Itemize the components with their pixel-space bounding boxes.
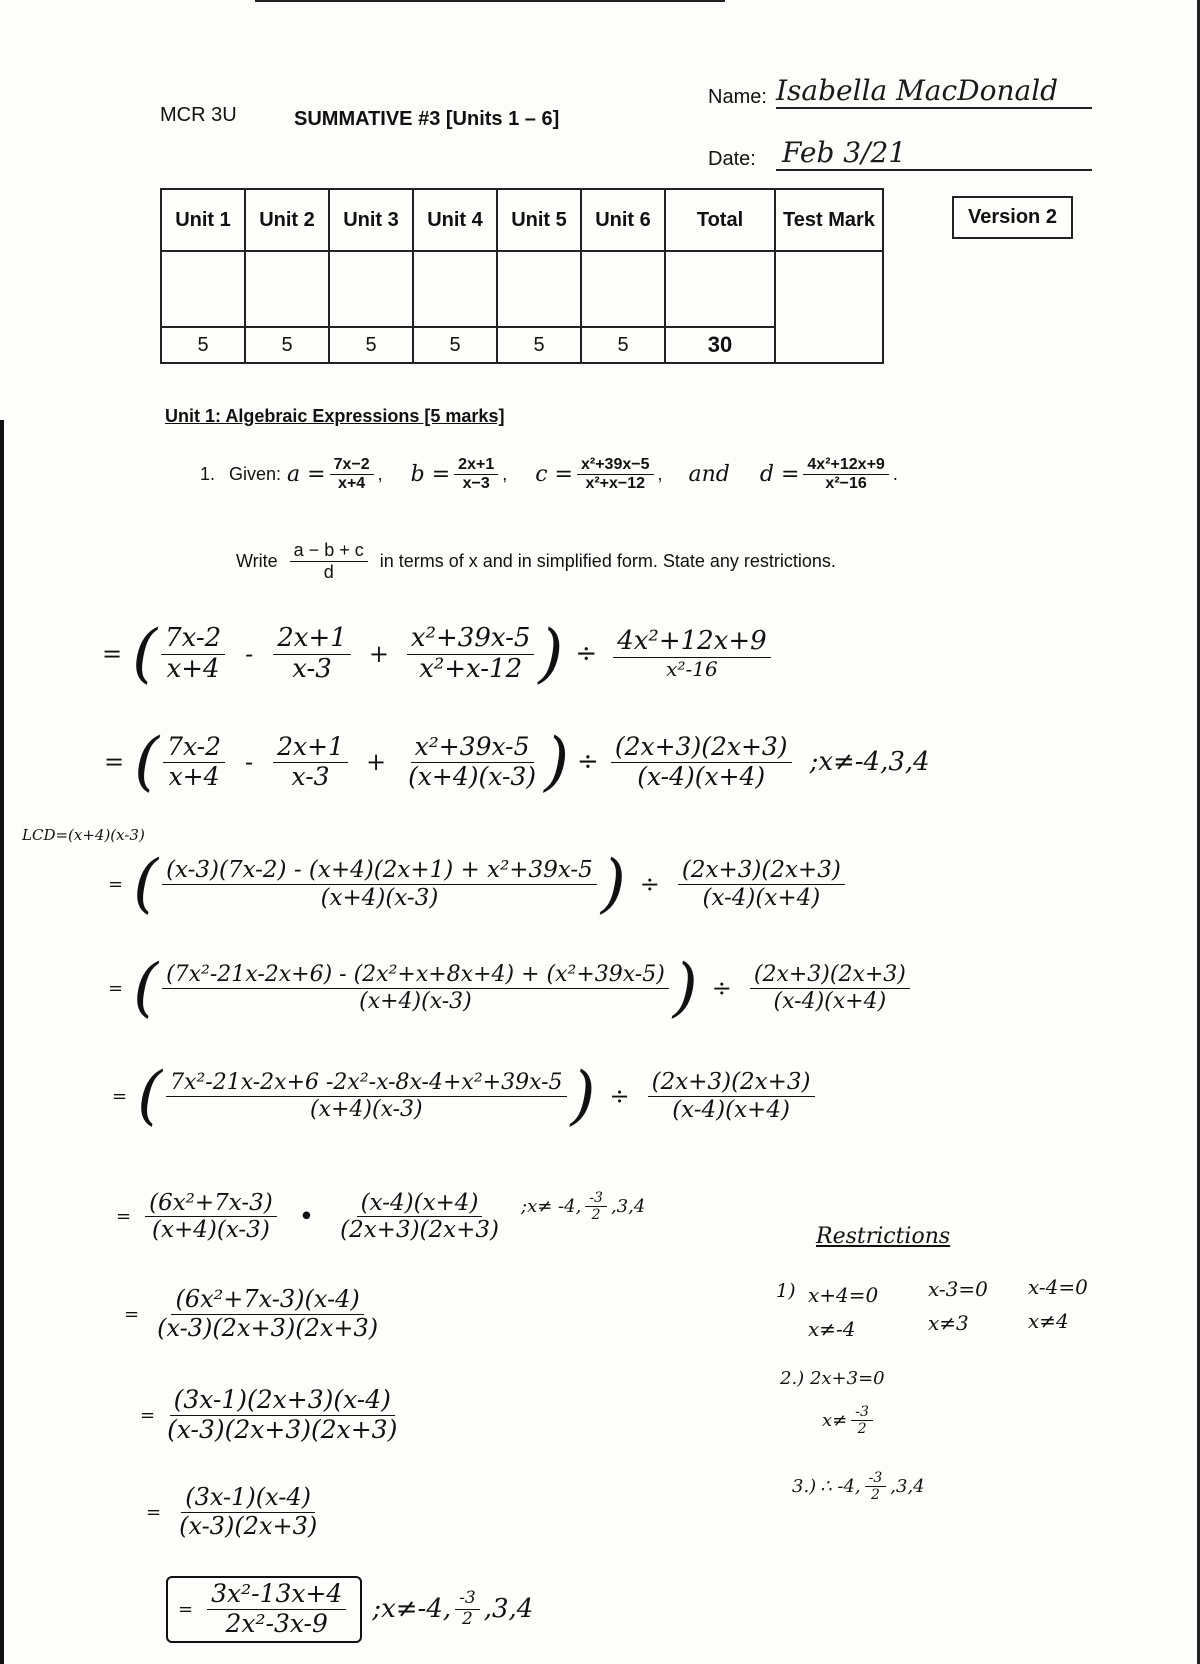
step1-f1-numerator: 7x-2	[161, 624, 225, 655]
score-cell	[665, 251, 775, 327]
restriction-1-label: 1)	[776, 1280, 796, 1302]
work-step-9	[146, 1484, 325, 1540]
r3-fraction	[865, 1470, 887, 1503]
step8-denominator: (x-3)(2x+3)(2x+3)	[167, 1414, 398, 1444]
version-box: Version 2	[952, 196, 1073, 239]
step2-divisor-denominator: (x-4)(x+4)	[637, 761, 766, 791]
score-header-test-mark: Test Mark	[775, 189, 883, 251]
equals-sign: =	[108, 873, 124, 895]
step9-numerator: (3x-1)(x-4)	[181, 1484, 315, 1513]
step6-restr-tail: ,3,4	[610, 1196, 646, 1218]
restriction-2	[780, 1368, 885, 1389]
and-word: and	[688, 462, 730, 488]
step4-divisor-denominator: (x-4)(x+4)	[773, 988, 887, 1014]
step2-restrictions: ;x≠-4,3,4	[809, 747, 930, 777]
step5-divisor-denominator: (x-4)(x+4)	[672, 1096, 790, 1123]
restriction-1b	[928, 1272, 988, 1340]
score-cell	[497, 251, 581, 327]
step1-f3-denominator: x²+x-12	[419, 653, 523, 684]
instruction-text: in terms of x and in simplified form. State any restrictions.	[379, 550, 836, 571]
step2-f1-numerator: 7x-2	[163, 733, 225, 763]
b-numerator: 2x+1	[454, 456, 498, 475]
step2-fraction-1	[163, 733, 225, 792]
step9-fraction	[175, 1484, 321, 1540]
r1c-result: x≠4	[1028, 1309, 1069, 1333]
step6-multiplier-numerator: (x-4)(x+4)	[357, 1190, 483, 1217]
step2-fraction-2	[273, 733, 348, 792]
step6-restr-text: ;x≠ -4,	[521, 1196, 582, 1218]
name-label: Name:	[708, 86, 767, 108]
step1-f2-denominator: x-3	[292, 653, 332, 684]
r3-label: 3.)	[792, 1476, 817, 1498]
step1-divisor-denominator: x²-16	[666, 656, 718, 681]
work-step-6: = $\frac{\text{(6x²+7x-3)}}{(x+4)(x-3)}$ • $\frac{(x-4)(x+4)}{(2x+3)(2x+3)}$ ;x≠ -4, $\frac{-3}{2}$ ,3,4	[116, 1190, 646, 1244]
step1-f3-numerator: x²+39x-5	[407, 624, 535, 655]
step5-numerator: 7x²-21x-2x+6 -2x²-x-8x-4+x²+39x-5	[166, 1070, 566, 1096]
step3-fraction	[162, 857, 597, 911]
step6-numerator: (6x²+7x-3)	[145, 1190, 277, 1217]
max-mark-unit2: 5	[245, 327, 329, 363]
step2-divisor	[611, 733, 792, 792]
final-fraction	[207, 1580, 346, 1639]
d-denominator: x²−16	[825, 475, 867, 493]
a-fraction	[330, 456, 374, 494]
d-fraction	[803, 456, 888, 494]
score-cell	[329, 251, 413, 327]
step6-restrictions	[521, 1190, 645, 1223]
b-denominator: x−3	[462, 475, 490, 493]
r2-result-text: x≠	[822, 1410, 848, 1432]
step7-fraction	[153, 1286, 382, 1342]
section-title: Unit 1: Algebraic Expressions [5 marks]	[165, 406, 505, 426]
c-denominator: x²+x−12	[585, 475, 646, 493]
max-mark-unit6: 5	[581, 327, 665, 363]
step8-numerator: (3x-1)(2x+3)(x-4)	[170, 1386, 395, 1416]
r2-frac-den: 2	[857, 1421, 867, 1438]
summative-title: SUMMATIVE #3 [Units 1 – 6]	[294, 108, 560, 130]
step3-divisor-denominator: (x-4)(x+4)	[702, 884, 821, 911]
final-restrictions	[372, 1589, 533, 1629]
step1-fraction-3	[407, 624, 535, 685]
score-header-unit2: Unit 2	[245, 189, 329, 251]
work-step-7	[124, 1286, 386, 1342]
step2-f3-numerator: x²+39x-5	[411, 733, 534, 763]
r2-fraction	[851, 1404, 873, 1437]
step2-divisor-numerator: (2x+3)(2x+3)	[611, 733, 792, 763]
b-fraction	[454, 456, 498, 494]
target-denominator: d	[323, 561, 334, 582]
step6-multiplier	[336, 1190, 503, 1244]
r3-frac-num: -3	[865, 1470, 887, 1487]
score-cell	[581, 251, 665, 327]
a-denominator: x+4	[338, 475, 366, 493]
max-mark-unit1: 5	[161, 327, 245, 363]
final-denominator: 2x²-3x-9	[225, 1608, 328, 1638]
name-value: Isabella MacDonald	[776, 74, 1092, 109]
score-header-total: Total	[665, 189, 775, 251]
step6-denominator: (x+4)(x-3)	[152, 1217, 270, 1244]
step3-divisor	[678, 857, 845, 911]
b-label: b =	[410, 462, 451, 488]
final-restr-tail: ,3,4	[483, 1594, 534, 1625]
step5-divisor-numerator: (2x+3)(2x+3)	[648, 1069, 815, 1096]
r2-frac-num: -3	[851, 1404, 873, 1421]
c-label: c =	[535, 462, 573, 488]
question-number: 1.	[200, 464, 216, 485]
equals-sign: =	[108, 977, 124, 999]
question-write-line	[236, 540, 836, 582]
step4-divisor	[750, 962, 910, 1014]
score-cell	[413, 251, 497, 327]
step1-fraction-2	[273, 624, 351, 685]
step6-restr-frac-num: -3	[585, 1190, 607, 1207]
work-step-2: = ( $\frac{7x-2}{x+4}$ - $\frac{2x+1}{x-3}$ + $\frac{\text{x²+39x-5}}{(x+4)(x-3)}$ ) ÷ $\frac{(2x+3)(2x+3)}{(x-4)(x+4)}$ ;x≠-4,3,4	[104, 725, 930, 799]
step8-fraction	[163, 1386, 401, 1445]
step4-numerator: (7x²-21x-2x+6) - (2x²+x+8x+4) + (x²+39x-5)	[162, 962, 669, 988]
score-header-unit3: Unit 3	[329, 189, 413, 251]
step2-f1-denominator: x+4	[168, 761, 220, 791]
a-label: a =	[287, 462, 326, 488]
step2-f2-denominator: x-3	[291, 761, 330, 791]
r2-equation: 2x+3=0	[809, 1368, 885, 1389]
work-step-4: = ( $\frac{\text{(7x²-21x-2x+6) - (2x²+x+8x+4) + (x²+39x-5)}}{(x+4)(x-3)}$ ) ÷ $\frac{(2x+3)(2x+3)}{(x-4)(x+4)}$	[108, 956, 914, 1020]
question-given-line: 1. Given: a = $\frac{7x-2}{x+4}$ , b = $\frac{2x+1}{x-3}$ , c = $\frac{\text{x²+39x−5}}{\text{x²+x−12}}$ , and d = $\frac{\text{4x²+12x+9}}{\text{x²−16}}$ .	[200, 456, 898, 493]
score-cell	[245, 251, 329, 327]
scan-left-edge	[0, 420, 4, 1664]
equals-sign: =	[112, 1085, 128, 1107]
score-header-unit1: Unit 1	[161, 189, 245, 251]
scan-top-line	[255, 0, 725, 2]
max-mark-unit3: 5	[329, 327, 413, 363]
step9-denominator: (x-3)(2x+3)	[179, 1511, 318, 1540]
step5-fraction	[166, 1070, 566, 1122]
r3-text: ∴ -4,	[820, 1476, 861, 1498]
c-numerator: x²+39x−5	[577, 456, 654, 475]
max-mark-total: 30	[665, 327, 775, 363]
work-step-1: = ( $\frac{7x-2}{x+4}$ - $\frac{2x+1}{x-3}$ + $\frac{\text{x²+39x-5}}{\text{x²+x-12}}$ ) ÷ $\frac{\text{4x²+12x+9}}{\text{x²-16}}$	[102, 622, 775, 686]
course-code: MCR 3U	[160, 104, 237, 126]
final-answer-box	[166, 1576, 362, 1643]
score-header-unit4: Unit 4	[413, 189, 497, 251]
r1b-result: x≠3	[928, 1311, 969, 1335]
step7-denominator: (x-3)(2x+3)(2x+3)	[157, 1313, 379, 1342]
step1-f1-denominator: x+4	[166, 653, 220, 684]
equals-sign: =	[116, 1206, 132, 1228]
r1c-equation: x-4=0	[1028, 1275, 1088, 1299]
r1a-result: x≠-4	[808, 1317, 856, 1341]
equals-sign: =	[124, 1303, 140, 1325]
step4-fraction	[162, 962, 669, 1014]
step1-fraction-1	[161, 624, 225, 685]
step3-numerator: (x-3)(7x-2) - (x+4)(2x+1) + x²+39x-5	[162, 857, 597, 884]
work-step-5: = ( $\frac{\text{7x²-21x-2x+6 -2x²-x-8x-4+x²+39x-5}}{(x+4)(x-3)}$ ) ÷ $\frac{(2x+3)(2x+3)}{(x-4)(x+4)}$	[112, 1064, 819, 1128]
step6-restr-fraction	[585, 1190, 607, 1223]
step2-fraction-3	[404, 733, 540, 792]
step3-divisor-numerator: (2x+3)(2x+3)	[678, 857, 845, 884]
step5-denominator: (x+4)(x-3)	[309, 1096, 423, 1122]
step1-f2-numerator: 2x+1	[273, 624, 351, 655]
equals-sign: =	[102, 640, 123, 668]
c-fraction	[577, 456, 654, 494]
step2-f2-numerator: 2x+1	[273, 733, 348, 763]
work-step-3: = ( $\frac{\text{(x-3)(7x-2) - (x+4)(2x+1) + x²+39x-5}}{(x+4)(x-3)}$ ) ÷ $\frac{(2x+3)(2x+3)}{(x-4)(x+4)}$	[108, 852, 849, 916]
d-numerator: 4x²+12x+9	[803, 456, 888, 475]
lcd-note: LCD=(x+4)(x-3)	[22, 826, 145, 844]
r2-label: 2.)	[780, 1368, 805, 1389]
score-header-unit5: Unit 5	[497, 189, 581, 251]
step2-f3-denominator: (x+4)(x-3)	[408, 761, 537, 791]
target-numerator: a − b + c	[290, 540, 368, 562]
max-mark-unit5: 5	[497, 327, 581, 363]
target-expression	[290, 540, 368, 582]
score-cell	[161, 251, 245, 327]
restriction-1c	[1028, 1270, 1088, 1338]
r3-frac-den: 2	[871, 1487, 880, 1504]
final-numerator: 3x²-13x+4	[207, 1580, 346, 1610]
date-value: Feb 3/21	[776, 136, 1092, 171]
final-restr-text: ;x≠-4,	[372, 1594, 452, 1625]
restriction-3	[792, 1470, 925, 1503]
final-restr-frac-den: 2	[462, 1608, 473, 1629]
r1b-equation: x-3=0	[928, 1277, 988, 1301]
restrictions-title: Restrictions	[816, 1224, 951, 1249]
max-mark-unit4: 5	[413, 327, 497, 363]
final-restr-fraction	[455, 1589, 480, 1629]
equals-sign: =	[146, 1501, 162, 1523]
equals-sign: =	[178, 1598, 194, 1620]
step4-denominator: (x+4)(x-3)	[359, 988, 472, 1014]
r3-tail: ,3,4	[890, 1476, 925, 1498]
step5-divisor	[648, 1069, 815, 1123]
step1-divisor-numerator: 4x²+12x+9	[613, 627, 771, 658]
work-step-8	[140, 1386, 405, 1445]
step4-divisor-numerator: (2x+3)(2x+3)	[750, 962, 910, 988]
step7-numerator: (6x²+7x-3)(x-4)	[171, 1286, 363, 1315]
step1-divisor	[613, 627, 771, 681]
restriction-2-result	[822, 1404, 877, 1437]
step6-restr-frac-den: 2	[591, 1207, 601, 1224]
test-mark-cell	[775, 251, 883, 363]
score-header-unit6: Unit 6	[581, 189, 665, 251]
a-numerator: 7x−2	[330, 456, 374, 475]
step3-denominator: (x+4)(x-3)	[320, 884, 439, 911]
d-label: d =	[759, 462, 800, 488]
given-label: Given:	[229, 464, 282, 485]
final-restr-frac-num: -3	[455, 1589, 480, 1610]
step6-multiplier-denominator: (2x+3)(2x+3)	[340, 1217, 500, 1244]
r1a-equation: x+4=0	[808, 1283, 879, 1307]
date-label: Date:	[708, 148, 756, 170]
score-table	[160, 188, 884, 364]
final-answer-line	[166, 1576, 533, 1643]
write-label: Write	[236, 550, 278, 571]
equals-sign: =	[140, 1404, 156, 1426]
step6-fraction	[145, 1190, 277, 1244]
restriction-1a	[808, 1278, 878, 1346]
equals-sign: =	[104, 748, 125, 776]
